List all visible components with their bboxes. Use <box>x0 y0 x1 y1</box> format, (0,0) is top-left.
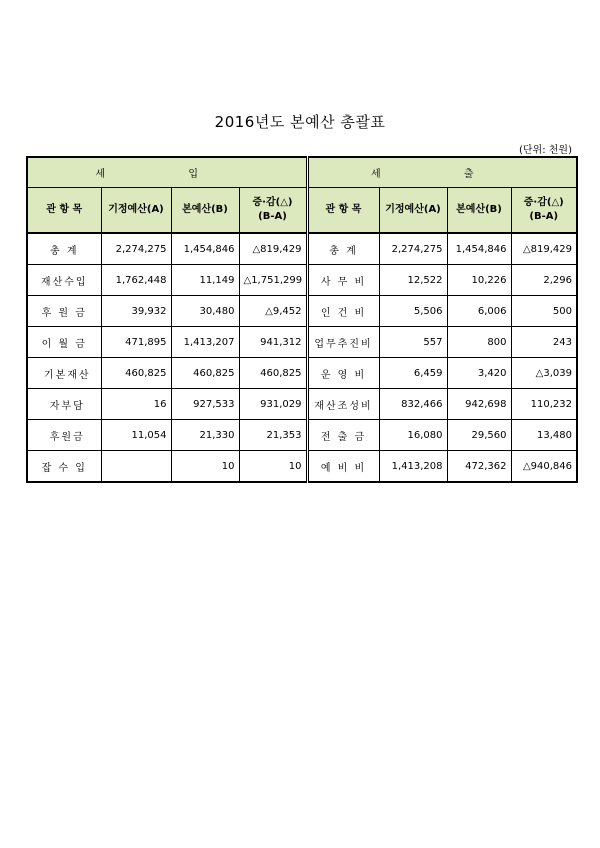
expense-prev-value: 16,080 <box>379 420 447 451</box>
revenue-curr-budget-header: 본예산(B) <box>171 188 239 234</box>
expense-diff-value: 2,296 <box>511 265 577 296</box>
expense-curr-value: 942,698 <box>447 389 511 420</box>
revenue-item: 후 원 금 <box>27 296 101 327</box>
revenue-prev-value <box>101 451 171 483</box>
expense-curr-value: 3,420 <box>447 358 511 389</box>
revenue-prev-value: 471,895 <box>101 327 171 358</box>
expense-item: 재산조성비 <box>307 389 379 420</box>
revenue-section-header: 세 입 <box>27 157 307 188</box>
expense-curr-value: 800 <box>447 327 511 358</box>
expense-prev-budget-header: 기정예산(A) <box>379 188 447 234</box>
table-row <box>27 451 577 483</box>
expense-diff-value: △940,846 <box>511 451 577 483</box>
expense-diff-value: 500 <box>511 296 577 327</box>
expense-item: 업무추진비 <box>307 327 379 358</box>
expense-item-header: 관 항 목 <box>307 188 379 234</box>
revenue-diff-value: △1,751,299 <box>239 265 307 296</box>
expense-diff-header <box>511 188 577 234</box>
expense-prev-value: 832,466 <box>379 389 447 420</box>
table-row <box>27 296 577 327</box>
revenue-diff-header <box>239 188 307 234</box>
revenue-curr-value: 927,533 <box>171 389 239 420</box>
revenue-item: 후원금 <box>27 420 101 451</box>
expense-diff-value: 243 <box>511 327 577 358</box>
expense-diff-value: 110,232 <box>511 389 577 420</box>
expense-item: 예 비 비 <box>307 451 379 483</box>
expense-curr-value: 10,226 <box>447 265 511 296</box>
table-row <box>27 358 577 389</box>
revenue-diff-value: △819,429 <box>239 233 307 265</box>
expense-curr-value: 472,362 <box>447 451 511 483</box>
expense-prev-value: 2,274,275 <box>379 233 447 265</box>
expense-prev-value: 1,413,208 <box>379 451 447 483</box>
expense-prev-value: 6,459 <box>379 358 447 389</box>
revenue-prev-value: 1,762,448 <box>101 265 171 296</box>
expense-item: 사 무 비 <box>307 265 379 296</box>
expense-curr-value: 29,560 <box>447 420 511 451</box>
revenue-prev-value: 2,274,275 <box>101 233 171 265</box>
expense-curr-value: 6,006 <box>447 296 511 327</box>
revenue-item: 기본재산 <box>27 358 101 389</box>
revenue-prev-value: 460,825 <box>101 358 171 389</box>
unit-label: (단위: 천원) <box>519 145 572 156</box>
revenue-curr-value: 1,413,207 <box>171 327 239 358</box>
revenue-item: 이 월 금 <box>27 327 101 358</box>
expense-diff-value: 13,480 <box>511 420 577 451</box>
revenue-prev-value: 16 <box>101 389 171 420</box>
revenue-diff-header-l2: (B-A) <box>258 211 287 222</box>
expense-prev-value: 12,522 <box>379 265 447 296</box>
table-row <box>27 389 577 420</box>
table-row <box>27 265 577 296</box>
revenue-diff-value: 21,353 <box>239 420 307 451</box>
table-row <box>27 420 577 451</box>
table-row <box>27 233 577 265</box>
revenue-curr-value: 1,454,846 <box>171 233 239 265</box>
expense-diff-value: △819,429 <box>511 233 577 265</box>
revenue-item: 재산수입 <box>27 265 101 296</box>
expense-diff-header-l1: 증·감(△) <box>523 197 564 208</box>
revenue-item: 총 계 <box>27 233 101 265</box>
revenue-curr-value: 460,825 <box>171 358 239 389</box>
revenue-prev-value: 39,932 <box>101 296 171 327</box>
section-header-row <box>27 157 577 188</box>
page-title: 2016년도 본예산 총괄표 <box>214 113 386 131</box>
revenue-curr-value: 30,480 <box>171 296 239 327</box>
expense-diff-header-l2: (B-A) <box>529 211 559 222</box>
expense-diff-value: △3,039 <box>511 358 577 389</box>
expense-curr-value: 1,454,846 <box>447 233 511 265</box>
expense-prev-value: 557 <box>379 327 447 358</box>
revenue-item: 잡 수 입 <box>27 451 101 483</box>
revenue-diff-value: △9,452 <box>239 296 307 327</box>
revenue-item-header: 관 항 목 <box>27 188 101 234</box>
revenue-diff-value: 10 <box>239 451 307 483</box>
revenue-diff-value: 460,825 <box>239 358 307 389</box>
budget-summary-table <box>26 156 578 483</box>
revenue-diff-header-l1: 증·감(△) <box>252 197 293 208</box>
column-header-row <box>27 188 577 234</box>
expense-item: 전 출 금 <box>307 420 379 451</box>
expense-prev-value: 5,506 <box>379 296 447 327</box>
expense-section-header: 세 출 <box>307 157 577 188</box>
revenue-diff-value: 931,029 <box>239 389 307 420</box>
revenue-diff-value: 941,312 <box>239 327 307 358</box>
revenue-curr-value: 21,330 <box>171 420 239 451</box>
table-row <box>27 327 577 358</box>
expense-item: 운 영 비 <box>307 358 379 389</box>
revenue-prev-value: 11,054 <box>101 420 171 451</box>
expense-item: 인 건 비 <box>307 296 379 327</box>
expense-item: 총 계 <box>307 233 379 265</box>
expense-curr-budget-header: 본예산(B) <box>447 188 511 234</box>
revenue-item: 자부담 <box>27 389 101 420</box>
revenue-curr-value: 10 <box>171 451 239 483</box>
revenue-curr-value: 11,149 <box>171 265 239 296</box>
revenue-prev-budget-header: 기정예산(A) <box>101 188 171 234</box>
